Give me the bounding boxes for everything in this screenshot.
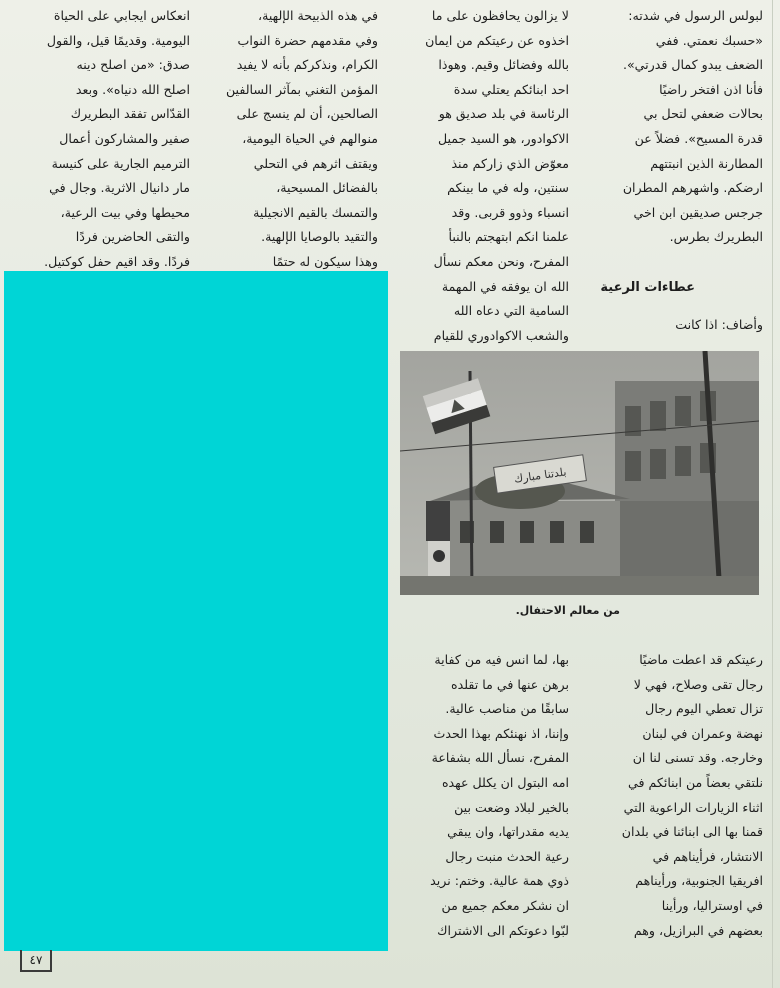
- text-line: محيطها وفي بيت الرعية،: [60, 204, 190, 220]
- text-line: ان نشكر معكم جميع من: [441, 897, 569, 913]
- text-line: بحالات ضعفي لتحل بي: [643, 106, 763, 122]
- text-line: صدق: «من اصلح دينه: [76, 57, 190, 73]
- text-line: الترميم الجارية على كنيسة: [51, 155, 190, 171]
- text-line: الله ان يوفقه في المهمة: [441, 278, 569, 294]
- text-line: اليومية. وقديمًا قيل، والقول: [46, 32, 190, 48]
- text-line: في هذه الذبيحة الإلهية،: [258, 8, 378, 23]
- text-line: فردًا. وقد اقيم حفل كوكتيل.: [44, 253, 190, 269]
- text-line: تزال تعطي اليوم رجال: [645, 701, 763, 717]
- section-heading: عطاءات الرعية: [600, 280, 695, 295]
- text-line: وأضاف: اذا كانت: [675, 317, 763, 332]
- text-line: والتقى الحاضرين فردًا: [75, 229, 190, 245]
- cyan-overlay-block: [4, 271, 388, 951]
- text-line: وفي مقدمهم حضرة النواب: [237, 32, 378, 48]
- event-photo: [400, 351, 759, 595]
- text-line: الصالحين، أن لم ينسج على: [236, 106, 378, 122]
- text-line: نلتقي بعضاً من ابنائكم في: [627, 774, 763, 790]
- text-line: علمنا انكم ابتهجتم بالنبأ: [448, 229, 569, 245]
- text-line: امه البتول ان يكلل عهده: [441, 774, 569, 790]
- text-line: المفرح، نسأل الله بشفاعة: [431, 750, 569, 766]
- text-line: القدّاس تفقد البطريرك: [70, 106, 190, 122]
- text-line: اخذوه عن رعيتكم من ايمان: [425, 32, 569, 48]
- text-line: البطريرك بطرس.: [669, 229, 763, 245]
- text-line: قمنا بها الى ابنائنا في بلدان: [621, 824, 763, 840]
- text-line: الانتشار، فرأيناهم في: [652, 848, 763, 864]
- text-line: ارضكم. واشهرهم المطران: [622, 180, 763, 196]
- text-line: سابقًا من مناصب عالية.: [445, 701, 569, 717]
- text-line: لبولس الرسول في شدته:: [628, 8, 763, 23]
- article-column-1-top: [595, 4, 763, 250]
- text-line: رعية الحدث منبت رجال: [445, 848, 569, 864]
- text-line: الاكوادور، هو السيد جميل: [437, 130, 569, 146]
- text-line: بعضهم في البرازيل، وهم: [633, 922, 763, 938]
- article-column-4-top: [15, 4, 190, 275]
- text-line: سنتين، وله في ما بينكم: [447, 180, 569, 196]
- text-line: بها، لما انس فيه من كفاية: [434, 652, 569, 667]
- text-line: بالخير لبلاد وضعت بين: [454, 799, 569, 815]
- text-line: بالفضائل المسيحية،: [276, 180, 378, 196]
- text-line: «حسبك نعمتي. ففي: [655, 32, 763, 48]
- text-line: السامية التي دعاه الله: [453, 303, 569, 319]
- text-line: الرئاسة في بلد صديق هو: [438, 106, 569, 122]
- text-line: الكرام، ونذكركم بأنه لا يفيد: [236, 57, 378, 73]
- text-line: ذوي همة عالية. وختم: نريد: [430, 873, 569, 889]
- text-line: رجال تقى وصلاح، فهي لا: [633, 676, 763, 692]
- text-line: فأنا اذن افتخر راضيًا: [659, 81, 763, 97]
- text-line: والتمسك بالقيم الانجيلية: [253, 204, 378, 220]
- text-line: معوّض الذي زاركم منذ: [451, 155, 569, 171]
- text-line: نهضة وعمران في لبنان: [642, 725, 763, 741]
- page-number: ٤٧: [20, 950, 52, 972]
- article-column-2-top: [401, 4, 569, 348]
- page-edge: [772, 0, 773, 988]
- text-line: اصلح الله دنياه». وبعد: [75, 81, 190, 97]
- text-line: برهن عنها في ما تقلده: [450, 676, 569, 692]
- text-line: احد ابنائكم يعتلي سدة: [453, 81, 569, 97]
- article-column-3-top: [208, 4, 378, 275]
- text-line: يديه مقدراتها، وان يبقي: [447, 824, 569, 840]
- photo-caption: من معالم الاحتفال.: [515, 604, 620, 617]
- text-line: اثناء الزيارات الراعوية التي: [623, 799, 763, 815]
- text-line: المفرح، ونحن معكم نسأل: [433, 253, 569, 269]
- text-line: انسباء وذوو قربى. وقد: [451, 204, 569, 220]
- text-line: صفير والمشاركون أعمال: [59, 130, 190, 146]
- text-line: وهذا سيكون له حتمًا: [272, 253, 378, 269]
- text-line: المطارنة الذين انبتتهم: [650, 155, 763, 171]
- text-line: لبّوا دعوتكم الى الاشتراك: [437, 922, 569, 938]
- text-line: قدرة المسيح». فضلاً عن: [634, 130, 763, 146]
- text-line: وإننا، اذ نهنئكم بهذا الحدث: [433, 725, 569, 741]
- text-line: في اوستراليا، ورأينا: [661, 897, 763, 913]
- event-photo-illustration: [400, 351, 759, 595]
- text-line: افريقيا الجنوبية، ورأيناهم: [635, 873, 763, 889]
- banner-text: بلدتنا مبارك: [513, 465, 568, 486]
- article-column-2-bottom: [401, 648, 569, 943]
- text-line: والتقيد بالوصايا الإلهية.: [261, 229, 378, 245]
- text-line: لا يزالون يحافظون على ما: [431, 8, 569, 23]
- article-column-1-after-heading: [595, 313, 763, 338]
- text-line: والشعب الاكوادوري للقيام: [433, 327, 569, 343]
- text-line: وخارجه. وقد تسنى لنا ان: [632, 750, 763, 766]
- text-line: بالله وفضائل وقيم. وهوذا: [438, 57, 569, 73]
- text-line: ويقتف اثرهم في التحلي: [253, 155, 378, 171]
- text-line: المؤمن التغني بمآثر السالفين: [225, 81, 378, 97]
- text-line: منوالهم في الحياة اليومية،: [242, 130, 378, 146]
- text-line: رعيتكم قد اعطت ماضيًا: [639, 652, 763, 667]
- text-line: جرجس صديقين ابن اخي: [633, 204, 763, 220]
- text-line: انعكاس ايجابي على الحياة: [53, 8, 190, 23]
- text-line: مار دانيال الاثرية. وجال في: [49, 180, 190, 196]
- article-column-1-bottom: [595, 648, 763, 943]
- text-line: الضعف يبدو كمال قدرتي».: [622, 57, 763, 73]
